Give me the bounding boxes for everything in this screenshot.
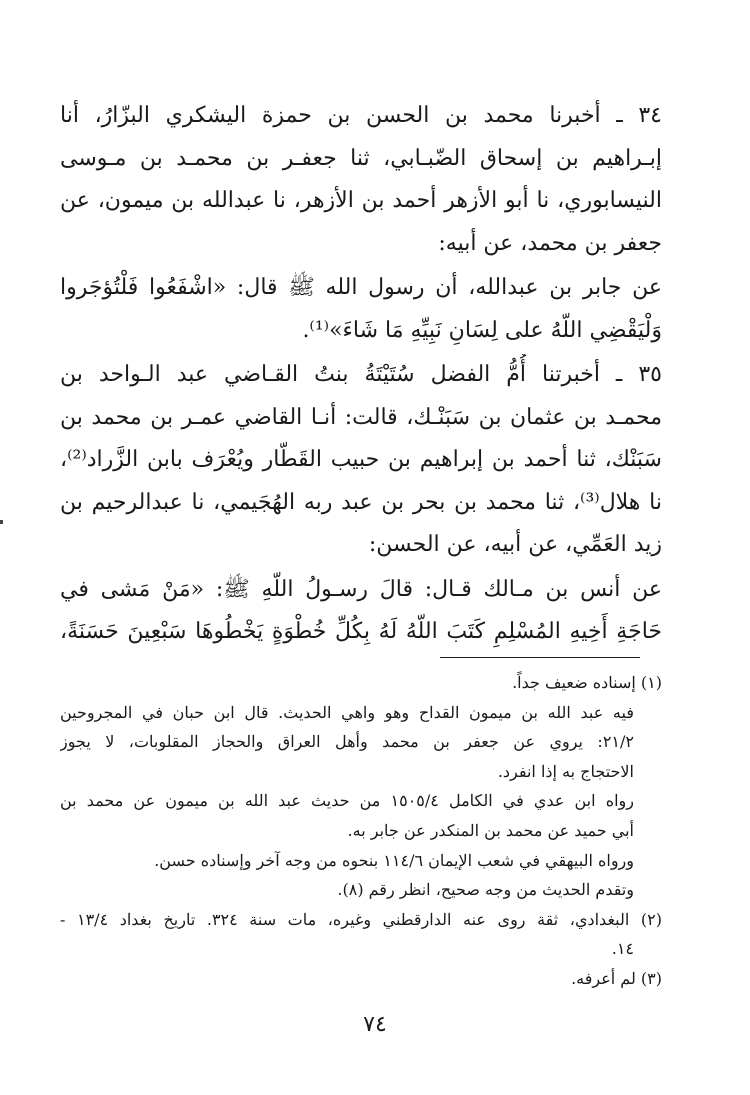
text-line: ٣٥ ـ أخبرتنا أُمُّ الفضل سُتَيْتَةُ بنتُ القـاضي عبد الـواحد بن bbox=[60, 362, 662, 387]
footnotes bbox=[60, 668, 662, 994]
footnote-line: وتقدم الحديث من وجه صحيح، انظر رقم (٨). bbox=[337, 880, 634, 900]
text-line: النيسابوري، نا أبو الأزهر أحمد بن الأزهر، نا عبدالله بن ميمون، عن bbox=[60, 188, 662, 213]
footnote-line: رواه ابن عدي في الكامل ١٥٠٥/٤ من حديث عبد الله بن ميمون عن محمد بن bbox=[60, 791, 634, 811]
text-line: عن أنس بن مـالك قـال: قالَ رسـولُ اللّهِ ﷺ: «مَنْ مَشى في bbox=[60, 576, 662, 602]
text-line: زيد العَمِّي، عن أبيه، عن الحسن: bbox=[368, 532, 662, 557]
footnote-line: ١٤. bbox=[611, 939, 634, 959]
footnote-line: أبي حميد عن محمد بن المنكدر عن جابر به. bbox=[347, 820, 634, 840]
footnote-line: ورواه البيهقي في شعب الإيمان ١١٤/٦ بنحوه من وجه آخر وإسناده حسن. bbox=[154, 850, 634, 870]
text-line: وَلْيَقْضِي اللّهُ على لِسَانِ نَبِيِّهِ مَا شَاءَ»⁽¹⁾. bbox=[302, 317, 662, 343]
footnote-line: (٣) لم أعرفه. bbox=[571, 968, 662, 988]
text-line: عن جابر بن عبدالله، أن رسول الله ﷺ قال: «اشْفَعُوا فَلْتُؤجَروا bbox=[60, 275, 662, 300]
footnote-separator bbox=[440, 657, 640, 658]
text-line: ٣٤ ـ أخبرنا محمد بن الحسن بن حمزة اليشكري البزّارُ، أنا bbox=[60, 103, 662, 128]
page-number: ٧٤ bbox=[363, 1012, 387, 1037]
text-line: حَاجَةِ أَخِيهِ المُسْلِمِ كَتَبَ اللّهُ لَهُ بِكُلِّ خُطْوَةٍ يَخْطُوهَا سَبْعِينَ حَسَنَةً، bbox=[60, 619, 662, 644]
text-line: سَبَنْك، ثنا أحمد بن إبراهيم بن حبيب القَطّار ويُعْرَف بابن الزَّراد⁽²⁾، bbox=[60, 447, 662, 472]
footnote-line: ٢١/٢: يروي عن جعفر بن محمد وأهل العراق والحجاز المقلوبات، لا يجوز bbox=[60, 732, 634, 752]
footnote-line: (١) إسناده ضعيف جداً. bbox=[512, 673, 662, 692]
footnote-line: الاحتجاج به إذا انفرد. bbox=[497, 761, 634, 781]
text-line: جعفر بن محمد، عن أبيه: bbox=[438, 230, 662, 256]
text-line: إبـراهيم بن إسحاق الضّبـابي، ثنا جعفـر بن محمـد بن مـوسى bbox=[60, 145, 662, 171]
footnote-line: (٢) البغدادي، ثقة روى عنه الدارقطني وغيره، مات سنة ٣٢٤. تاريخ بغداد ١٣/٤ - bbox=[60, 909, 662, 929]
footnote-line: فيه عبد الله بن ميمون القداح وهو واهي الحديث. قال ابن حبان في المجروحين bbox=[60, 702, 634, 722]
main-text bbox=[60, 95, 662, 654]
text-line: نا هلال⁽³⁾، ثنا محمد بن بحر بن عبد ربه الهُجَيمي، نا عبدالرحيم بن bbox=[60, 489, 662, 515]
scan-edge-mark bbox=[0, 520, 3, 524]
text-line: محمـد بن عثمان بن سَبَنْـك، قالت: أنـا القاضي عمـر بن محمد بن bbox=[60, 404, 662, 430]
